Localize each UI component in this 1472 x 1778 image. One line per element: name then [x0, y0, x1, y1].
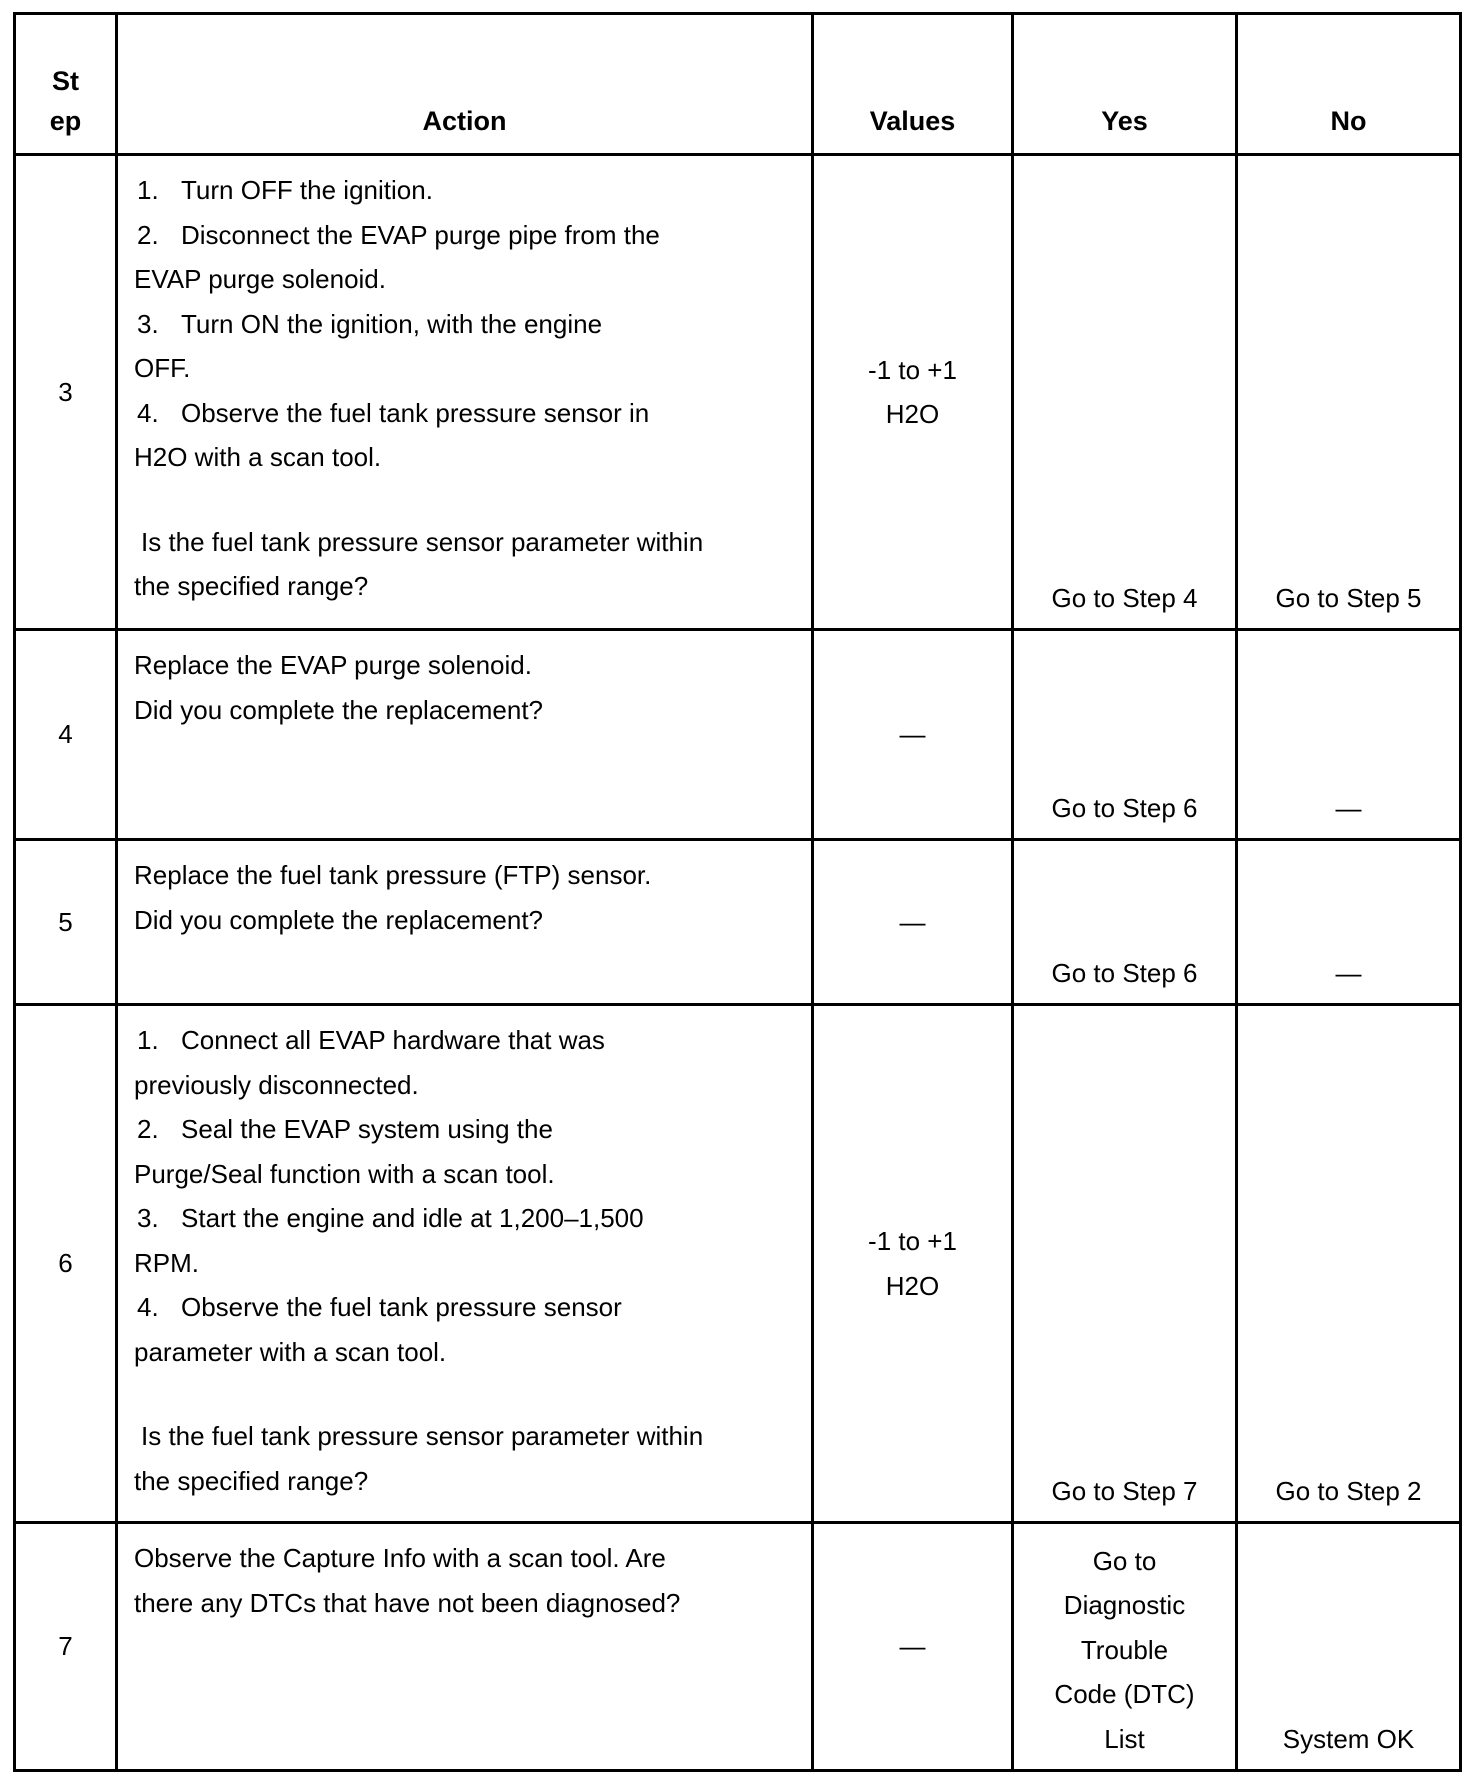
table-row-step-6: [15, 1005, 1461, 1523]
action-item-cont: H2O with a scan tool.: [134, 442, 382, 472]
diagnostic-table: [13, 12, 1462, 1772]
no-cell: —: [1237, 630, 1461, 840]
action-item: 4. Observe the fuel tank pressure sensor: [137, 1292, 622, 1322]
header-row: [15, 14, 1461, 155]
action-item-cont: OFF.: [134, 353, 191, 383]
yes-cell: Go to Step 6: [1013, 840, 1237, 1005]
yes-cell: Go to Step 6: [1013, 630, 1237, 840]
step-number: 4: [15, 630, 117, 840]
values-cell: -1 to +1 H2O: [813, 155, 1013, 630]
action-question: Is the fuel tank pressure sensor parameter within: [141, 526, 704, 557]
action-cell: Observe the Capture Info with a scan tool. Are there any DTCs that have not been diagnosed?: [117, 1523, 813, 1771]
no-cell: —: [1237, 840, 1461, 1005]
no-cell: System OK: [1237, 1523, 1461, 1771]
action-cell: Replace the fuel tank pressure (FTP) sensor. Did you complete the replacement?: [117, 840, 813, 1005]
action-item-cont: EVAP purge solenoid.: [134, 264, 386, 294]
step-number: 5: [15, 840, 117, 1005]
action-cell: [117, 155, 813, 630]
action-item-cont: Purge/Seal function with a scan tool.: [134, 1158, 555, 1189]
table-row-step-5: [15, 840, 1461, 1005]
header-yes: Yes: [1013, 14, 1237, 155]
table-row-step-7: [15, 1523, 1461, 1771]
action-item: 3. Start the engine and idle at 1,200–1,500: [137, 1203, 644, 1233]
header-action: Action: [117, 14, 813, 155]
action-cell: Replace the EVAP purge solenoid. Did you complete the replacement?: [117, 630, 813, 840]
action-item: 4. Observe the fuel tank pressure sensor in: [137, 397, 650, 428]
table-row-step-4: [15, 630, 1461, 840]
yes-cell: Go to Diagnostic Trouble Code (DTC) List: [1013, 1523, 1237, 1771]
yes-cell: Go to Step 7: [1013, 1005, 1237, 1523]
action-item-cont: RPM.: [134, 1247, 199, 1278]
yes-cell: Go to Step 4: [1013, 155, 1237, 630]
action-item-cont: parameter with a scan tool.: [134, 1336, 447, 1367]
action-item: 1. Connect all EVAP hardware that was: [137, 1025, 605, 1055]
header-values: Values: [813, 14, 1013, 155]
values-cell: —: [813, 1523, 1013, 1771]
step-number: 6: [15, 1005, 117, 1523]
action-item: 2. Seal the EVAP system using the: [137, 1114, 553, 1144]
values-cell: -1 to +1 H2O: [813, 1005, 1013, 1523]
values-cell: —: [813, 840, 1013, 1005]
action-cell: [117, 1005, 813, 1523]
action-question: the specified range?: [134, 571, 369, 601]
no-cell: Go to Step 5: [1237, 155, 1461, 630]
values-cell: —: [813, 630, 1013, 840]
action-item: 2. Disconnect the EVAP purge pipe from the: [137, 219, 660, 250]
action-item: 1. Turn OFF the ignition.: [137, 175, 433, 205]
action-item: 3. Turn ON the ignition, with the engine: [137, 308, 603, 339]
header-step: St ep: [15, 14, 117, 155]
no-cell: Go to Step 2: [1237, 1005, 1461, 1523]
step-number: 7: [15, 1523, 117, 1771]
action-item-cont: previously disconnected.: [134, 1069, 419, 1100]
step-number: 3: [15, 155, 117, 630]
action-question: the specified range?: [134, 1465, 369, 1496]
header-no: No: [1237, 14, 1461, 155]
table-row-step-3: [15, 155, 1461, 630]
action-question: Is the fuel tank pressure sensor parameter within: [141, 1421, 704, 1451]
